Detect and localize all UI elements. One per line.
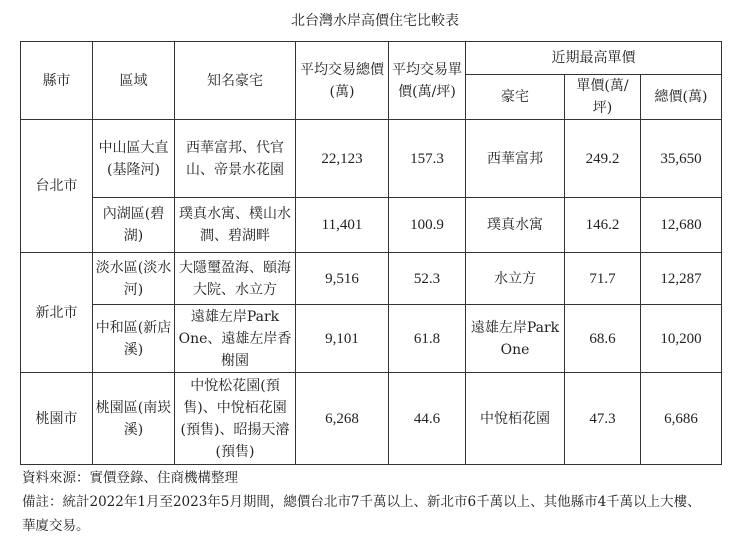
famous-cell: 中悅松花園(預售)、中悅栢花園(預售)、昭揚天濬(預售) — [175, 373, 296, 465]
famous-cell: 遠雄左岸Park One、遠雄左岸香榭園 — [175, 305, 296, 373]
comparison-table — [20, 41, 722, 465]
recent-total-cell: 12,287 — [641, 253, 722, 305]
header-avg-total: 平均交易總價(萬) — [296, 42, 389, 120]
source-note: 資料來源：實價登錄、住商機構整理 — [22, 470, 238, 486]
avg-unit-cell: 61.8 — [389, 305, 466, 373]
avg-total-cell: 11,401 — [296, 198, 389, 253]
table-title: 北台灣水岸高價住宅比較表 — [291, 13, 459, 29]
recent-unit-cell: 47.3 — [565, 373, 641, 465]
recent-unit-cell: 71.7 — [565, 253, 641, 305]
header-recent-mansion: 豪宅 — [466, 75, 565, 120]
header-avg-unit: 平均交易單價(萬/坪) — [389, 42, 466, 120]
avg-unit-cell: 100.9 — [389, 198, 466, 253]
avg-total-cell: 6,268 — [296, 373, 389, 465]
recent-mansion-cell: 西華富邦 — [466, 120, 565, 198]
county-cell: 台北市 — [21, 120, 93, 253]
header-district: 區域 — [93, 42, 175, 120]
county-cell: 桃園市 — [21, 373, 93, 465]
district-cell: 中和區(新店溪) — [93, 305, 175, 373]
recent-total-cell: 12,680 — [641, 198, 722, 253]
recent-unit-cell: 146.2 — [565, 198, 641, 253]
remark-note: 備註：統計2022年1月至2023年5月期間，總價台北市7千萬以上、新北市6千萬以上、其他縣市4千萬以上大樓、華廈交易。 — [22, 494, 701, 534]
district-cell: 淡水區(淡水河) — [93, 253, 175, 305]
table-row — [21, 120, 722, 198]
recent-mansion-cell: 中悅栢花園 — [466, 373, 565, 465]
avg-total-cell: 9,101 — [296, 305, 389, 373]
header-county: 縣市 — [21, 42, 93, 120]
recent-total-cell: 6,686 — [641, 373, 722, 465]
header-recent-group: 近期最高單價 — [466, 42, 722, 75]
header-recent-unit: 單價(萬/坪) — [565, 75, 641, 120]
famous-cell: 大隱璽盈海、頤海大院、水立方 — [175, 253, 296, 305]
avg-unit-cell: 44.6 — [389, 373, 466, 465]
avg-total-cell: 22,123 — [296, 120, 389, 198]
district-cell: 中山區大直(基隆河) — [93, 120, 175, 198]
table-row — [21, 253, 722, 305]
recent-mansion-cell: 水立方 — [466, 253, 565, 305]
famous-cell: 璞真水寓、樸山水澗、碧湖畔 — [175, 198, 296, 253]
table-row — [21, 198, 722, 253]
county-cell: 新北市 — [21, 253, 93, 373]
district-cell: 內湖區(碧湖) — [93, 198, 175, 253]
recent-mansion-cell: 遠雄左岸Park One — [466, 305, 565, 373]
footnotes — [22, 466, 702, 538]
recent-unit-cell: 68.6 — [565, 305, 641, 373]
avg-unit-cell: 157.3 — [389, 120, 466, 198]
table-row — [21, 373, 722, 465]
avg-total-cell: 9,516 — [296, 253, 389, 305]
district-cell: 桃園區(南崁溪) — [93, 373, 175, 465]
table-row — [21, 305, 722, 373]
famous-cell: 西華富邦、代官山、帝景水花園 — [175, 120, 296, 198]
avg-unit-cell: 52.3 — [389, 253, 466, 305]
header-recent-total: 總價(萬) — [641, 75, 722, 120]
header-famous: 知名豪宅 — [175, 42, 296, 120]
recent-total-cell: 35,650 — [641, 120, 722, 198]
recent-unit-cell: 249.2 — [565, 120, 641, 198]
recent-mansion-cell: 璞真水寓 — [466, 198, 565, 253]
recent-total-cell: 10,200 — [641, 305, 722, 373]
